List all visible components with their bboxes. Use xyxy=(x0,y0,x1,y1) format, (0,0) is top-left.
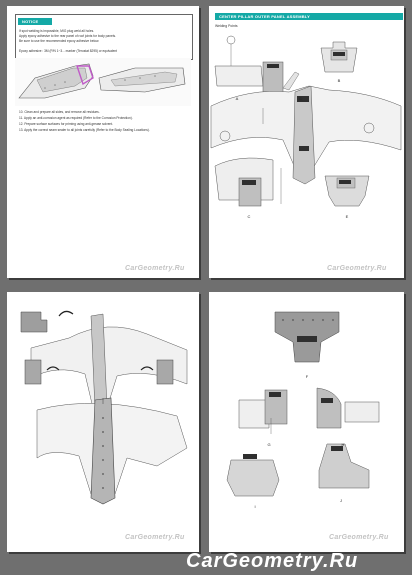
watermark: CarGeometry.Ru xyxy=(329,534,389,541)
notice-line: Be sure to use the recommended epoxy adhesive below. xyxy=(19,39,100,43)
notice-title: NOTICE xyxy=(18,18,52,25)
watermark: CarGeometry.Ru xyxy=(125,534,185,541)
section-header: CENTER PILLAR OUTER PANEL ASSEMBLY xyxy=(215,13,403,20)
watermark: CarGeometry.Ru xyxy=(125,265,185,272)
figure-label: E xyxy=(345,214,349,219)
step-line: 10. Clean and prepare all sides, and remove all residues. xyxy=(19,110,100,114)
step-line: 11. Apply an anti-corrosion agent as required (Refer to the Corrosion Protection). xyxy=(19,116,133,120)
step-line: 13. Apply the correct seam sealer to all joints carefully (Refer to the Body Sealing Locations). xyxy=(19,128,150,132)
welding-points-diagram xyxy=(209,28,404,260)
figure-label: F xyxy=(305,374,309,379)
figure-label: D xyxy=(299,96,303,101)
figure-label: A xyxy=(235,96,239,101)
figure-label: I xyxy=(254,504,256,509)
step-line: 12. Prepare surface surfaces for priming using anti-grease solvent. xyxy=(19,122,114,126)
figure-label: C xyxy=(247,214,251,219)
watermark: CarGeometry.Ru xyxy=(327,265,387,272)
notice-box xyxy=(15,14,193,60)
section-subtitle: Welding Points xyxy=(215,24,238,28)
figure-label: G xyxy=(267,442,271,447)
figure-label: J xyxy=(340,498,342,503)
figure-label: B xyxy=(337,78,341,83)
manual-page-1 xyxy=(7,6,199,278)
welding-points-diagram-2 xyxy=(209,298,404,534)
notice-line: Epoxy adhesive : 3M (P/N 1~3... marker (Terostat 8295) or equivalent xyxy=(19,49,118,53)
brand-logo: CarGeometry.Ru xyxy=(186,550,359,572)
roof-joint-illustration xyxy=(15,58,191,106)
manual-page-4 xyxy=(209,292,404,552)
manual-page-3 xyxy=(7,292,199,552)
figure-label: H xyxy=(341,442,345,447)
manual-page-2 xyxy=(209,6,404,278)
notice-line: If spot welding is impossible, MIG plug weld all holes. xyxy=(19,29,95,33)
pillar-replacement-diagram xyxy=(7,298,199,534)
notice-line: Apply epoxy adhesive to the rear panel of roof joints for body panels. xyxy=(19,34,116,38)
